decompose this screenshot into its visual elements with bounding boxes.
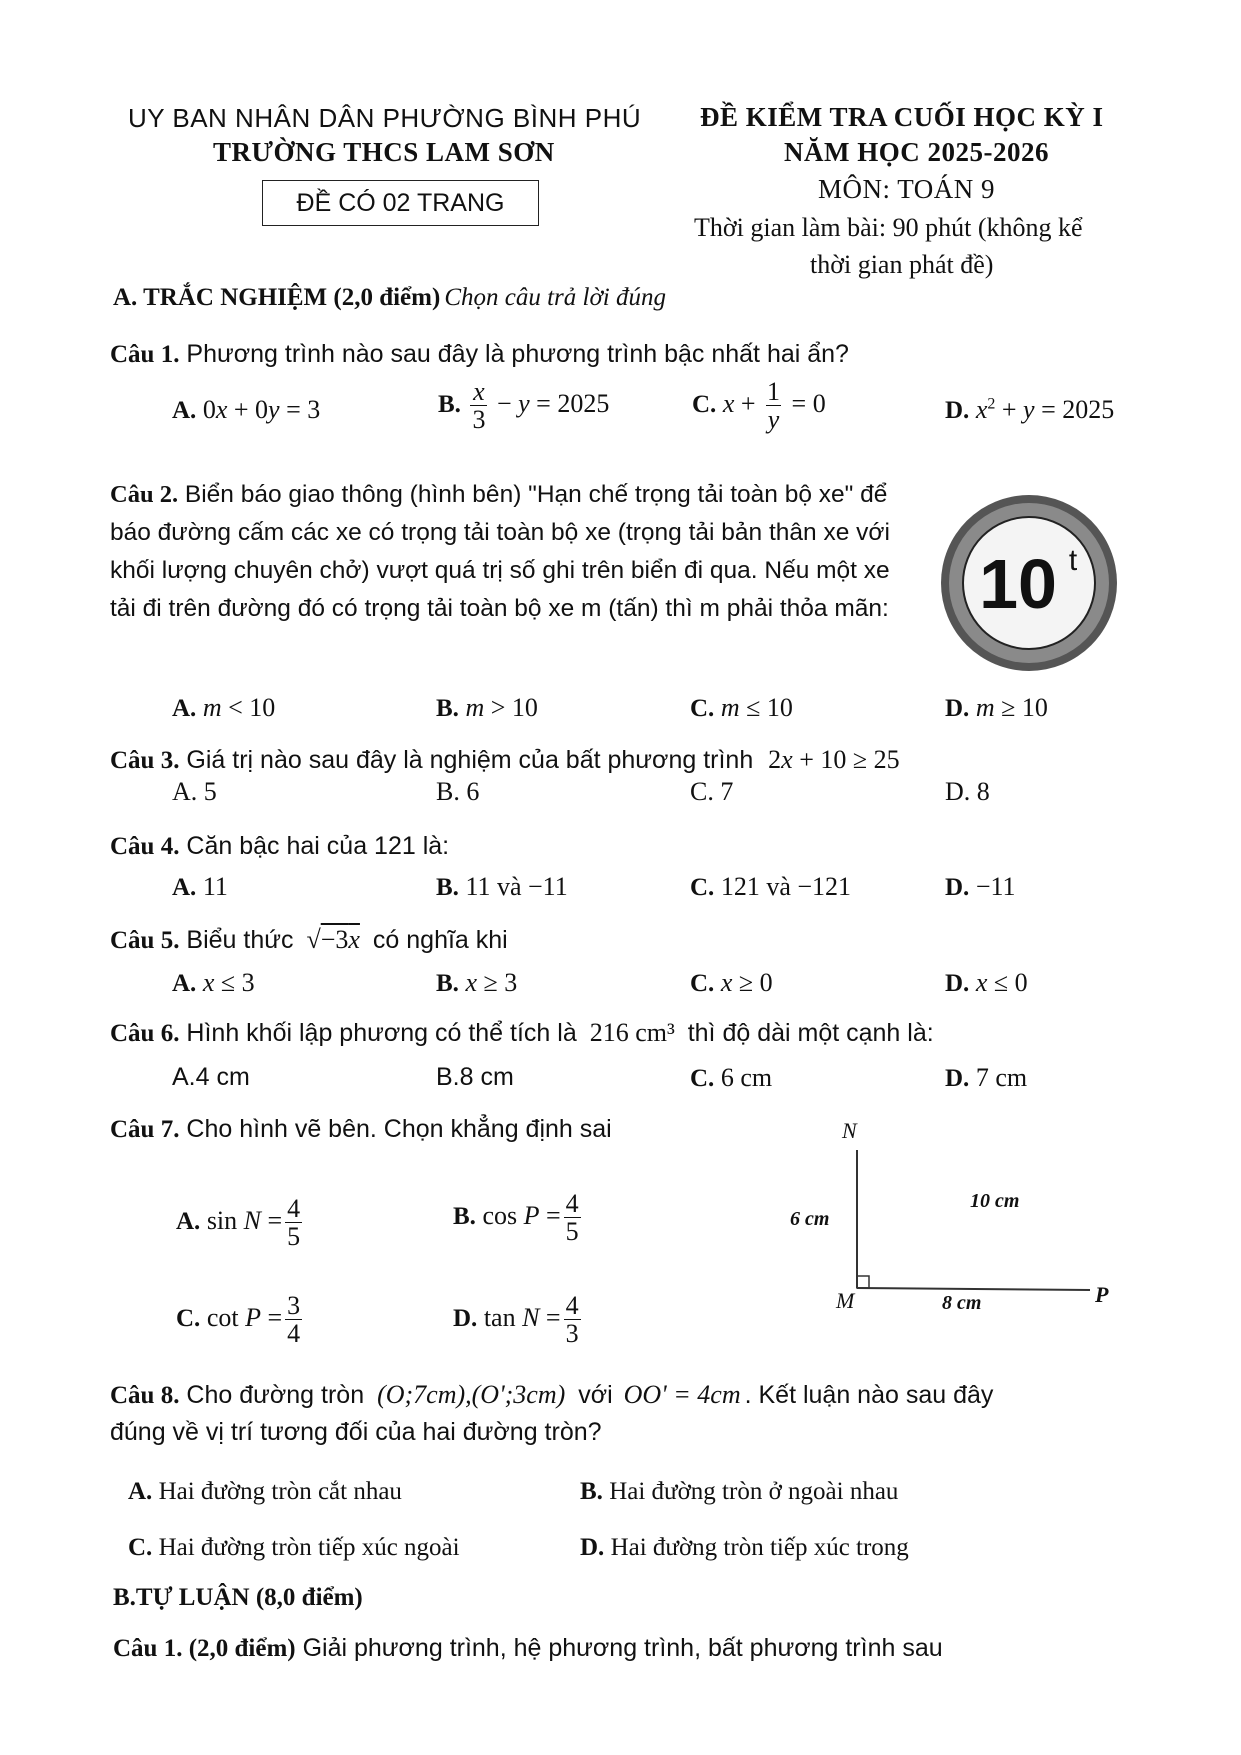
sign-unit: t: [1068, 544, 1078, 577]
exam-title: ĐỀ KIỂM TRA CUỐI HỌC KỲ I: [700, 102, 1104, 132]
q7-option-c[interactable]: C. cot P = $\frac{3}{4}$: [176, 1291, 301, 1349]
right-triangle-figure: [780, 1120, 1120, 1340]
weight-limit-sign-icon: [936, 490, 1122, 676]
q8-option-c[interactable]: C. Hai đường tròn tiếp xúc ngoài: [128, 1534, 460, 1561]
question-2: [110, 476, 900, 628]
q1-option-c[interactable]: C. x + $\frac{1}{y}$ = 0: [692, 377, 826, 435]
authority-name: UY BAN NHÂN DÂN PHƯỜNG BÌNH PHÚ: [128, 103, 642, 133]
duration-line1: Thời gian làm bài: 90 phút (không kể: [694, 213, 1083, 242]
vertex-n-label: N: [842, 1118, 857, 1143]
q5-option-c[interactable]: C. x ≥ 0: [690, 968, 773, 997]
q5-option-b[interactable]: B. x ≥ 3: [436, 968, 518, 997]
subject: MÔN: TOÁN 9: [818, 174, 996, 204]
page-count-label: ĐỀ CÓ 02 TRANG: [296, 188, 505, 217]
q8-option-a[interactable]: A. Hai đường tròn cắt nhau: [128, 1478, 402, 1505]
q2-option-d[interactable]: D. m ≥ 10: [945, 693, 1048, 722]
question-label: Câu 1.: [110, 341, 180, 368]
q6-option-a[interactable]: A.4 cm: [172, 1063, 250, 1091]
question-8: Câu 8. Cho đường tròn (O;7cm),(O';3cm) với OO' = 4cm . Kết luận nào sau đây: [110, 1380, 994, 1409]
volume-value: 216 cm³: [589, 1018, 675, 1047]
q1-option-b[interactable]: B. $\frac{x}{3}$ − y = 2025: [438, 377, 610, 435]
q2-option-a[interactable]: A. m < 10: [172, 693, 276, 722]
q7-option-b[interactable]: B. cos P = $\frac{4}{5}$: [453, 1189, 579, 1247]
problem-1: Câu 1. (2,0 điểm) Giải phương trình, hệ phương trình, bất phương trình sau: [113, 1634, 943, 1662]
question-label: Câu 2.: [110, 481, 179, 508]
q5-option-a[interactable]: A. x ≤ 3: [172, 968, 255, 997]
side-np-label: 10 cm: [970, 1190, 1020, 1212]
q7-option-a[interactable]: A. sin N = $\frac{4}{5}$: [176, 1194, 301, 1252]
question-text: Biển báo giao thông (hình bên) "Hạn chế trọng tải toàn bộ xe" để báo đường cấm các xe có trọng tải toàn bộ xe (trọng tải bản thân xe với khối lượng chuyên chở) vượt quá trị số ghi trên biển đi qua. Nếu một xe tải đi trên đường đó có trọng tải toàn bộ xe m (tấn) thì m phải thỏa mãn:: [110, 481, 890, 622]
side-mp-label: 8 cm: [942, 1292, 982, 1314]
q6-option-c[interactable]: C. 6 cm: [690, 1063, 773, 1092]
q3-option-d[interactable]: D. 8: [945, 777, 990, 806]
q4-option-c[interactable]: C. 121 và −121: [690, 872, 852, 901]
vertex-p-label: P: [1095, 1282, 1109, 1307]
section-b-title: B.TỰ LUẬN (8,0 điểm): [113, 1584, 363, 1611]
q4-option-d[interactable]: D. −11: [945, 872, 1016, 901]
q4-option-a[interactable]: A. 11: [172, 872, 228, 901]
q2-option-b[interactable]: B. m > 10: [436, 693, 538, 722]
section-a-instruction: Chọn câu trả lời đúng: [444, 284, 666, 311]
question-1: [110, 340, 849, 369]
q6-option-d[interactable]: D. 7 cm: [945, 1063, 1028, 1092]
q4-option-b[interactable]: B. 11 và −11: [436, 872, 568, 901]
q1-option-d[interactable]: D. $x^2 + y = 2025$: [945, 395, 1115, 424]
school-year: NĂM HỌC 2025-2026: [784, 137, 1049, 167]
page-count-box: [262, 180, 539, 226]
q3-option-a[interactable]: A. 5: [172, 777, 217, 806]
question-8-line2: đúng về vị trí tương đối của hai đường tròn?: [110, 1418, 602, 1446]
section-a-heading: [113, 284, 666, 312]
q8-option-b[interactable]: B. Hai đường tròn ở ngoài nhau: [580, 1478, 899, 1505]
traffic-sign: [936, 490, 1122, 681]
q2-option-c[interactable]: C. m ≤ 10: [690, 693, 793, 722]
q6-option-b[interactable]: B.8 cm: [436, 1063, 514, 1091]
question-5: Câu 5. Biểu thức √−3x có nghĩa khi: [110, 925, 508, 954]
question-text: Phương trình nào sau đây là phương trình bậc nhất hai ẩn?: [186, 340, 849, 368]
q8-option-d[interactable]: D. Hai đường tròn tiếp xúc trong: [580, 1534, 909, 1561]
q5-option-d[interactable]: D. x ≤ 0: [945, 968, 1028, 997]
q7-option-d[interactable]: D. tan N = $\frac{4}{3}$: [453, 1291, 579, 1349]
question-3: Câu 3. Giá trị nào sau đây là nghiệm của bất phương trình 2x + 10 ≥ 25: [110, 745, 900, 774]
section-a-title: A. TRẮC NGHIỆM (2,0 điểm): [113, 284, 441, 311]
duration-line2: thời gian phát đề): [810, 250, 994, 279]
question-4: Câu 4. Căn bậc hai của 121 là:: [110, 832, 450, 860]
q3-option-c[interactable]: C. 7: [690, 777, 734, 806]
side-mn-label: 6 cm: [790, 1208, 830, 1230]
question-7: Câu 7. Cho hình vẽ bên. Chọn khẳng định sai: [110, 1115, 612, 1143]
q1-option-a[interactable]: A. 0x + 0y = 3: [172, 395, 321, 424]
question-6: Câu 6. Hình khối lập phương có thể tích là 216 cm³ thì độ dài một cạnh là:: [110, 1018, 934, 1047]
sign-value: 10: [979, 545, 1057, 623]
q3-option-b[interactable]: B. 6: [436, 777, 480, 806]
school-name: TRƯỜNG THCS LAM SƠN: [213, 137, 555, 167]
vertex-m-label: M: [836, 1288, 855, 1313]
